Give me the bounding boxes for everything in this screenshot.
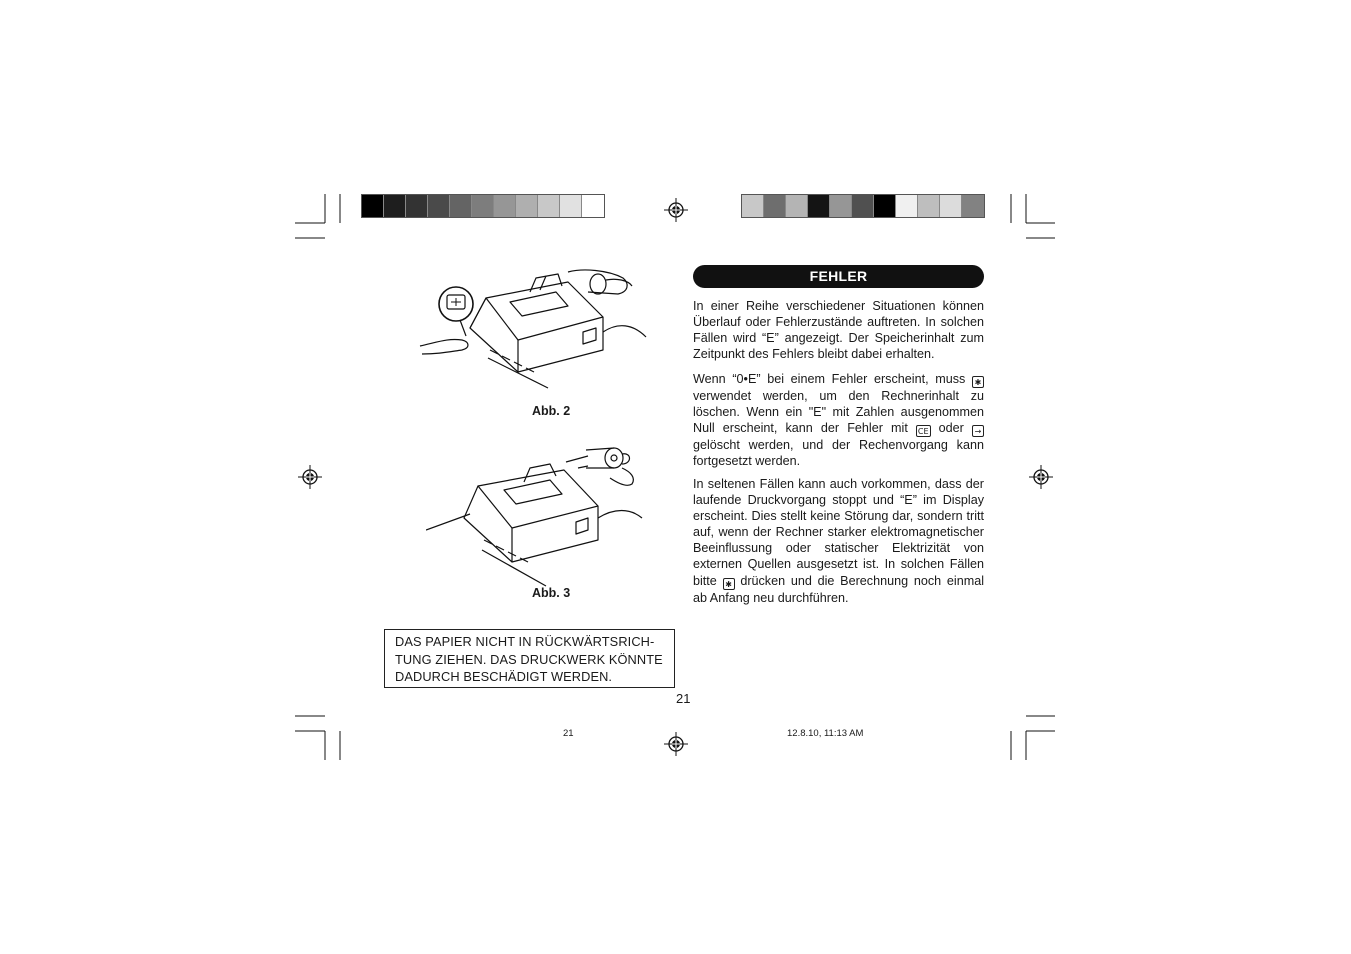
- color-swatch: [808, 195, 830, 217]
- paragraph-3-part-b: drücken und die Berechnung noch einmal ab Anfang neu durchführen.: [693, 573, 984, 605]
- color-swatch: [494, 195, 516, 217]
- figure-2-illustration: [418, 262, 658, 392]
- color-swatch: [538, 195, 560, 217]
- color-swatch: [918, 195, 940, 217]
- grayscale-bar-left: [361, 194, 605, 218]
- color-swatch: [406, 195, 428, 217]
- registration-target-right-icon: [1029, 465, 1053, 489]
- paragraph-2-part-c: oder: [938, 421, 964, 436]
- paragraph-2: [693, 371, 984, 469]
- color-swatch: [896, 195, 918, 217]
- figure-2-caption: Abb. 2: [532, 404, 571, 418]
- color-swatch: [384, 195, 406, 217]
- figure-3-illustration: [426, 442, 658, 588]
- color-swatch: [786, 195, 808, 217]
- clear-key-icon: ✱: [723, 578, 735, 590]
- registration-target-top-icon: [664, 198, 688, 222]
- color-swatch: [742, 195, 764, 217]
- color-swatch: [472, 195, 494, 217]
- paragraph-2-part-a: Wenn “0•E” bei einem Fehler erscheint, muss: [693, 372, 966, 386]
- color-swatch: [560, 195, 582, 217]
- color-swatch: [852, 195, 874, 217]
- registration-target-left-icon: [298, 465, 322, 489]
- color-swatch: [830, 195, 852, 217]
- color-swatch: [962, 195, 984, 217]
- footer-page-ref: 21: [563, 728, 574, 739]
- paragraph-2-part-b: verwendet werden, um den Rechnerinhalt zu löschen. Wenn ein "E" mit Zahlen ausgenommen Null erscheint, kann der Fehler mit: [693, 389, 984, 436]
- color-swatch: [450, 195, 472, 217]
- paragraph-3-part-a: In seltenen Fällen kann auch vorkommen, dass der laufende Druckvorgang stoppt und “E” im Display erscheint. Dies stellt keine Störung dar, sondern tritt auf, wenn der Rechner starker elektromagnetischer Beeinflussung oder statischer Elektrizität von externen Quellen ausgesetzt ist. In solchen Fällen bitte: [693, 477, 984, 588]
- figure-3-caption: Abb. 3: [532, 586, 571, 600]
- color-swatch: [428, 195, 450, 217]
- paragraph-3: [693, 476, 984, 606]
- color-swatch: [764, 195, 786, 217]
- section-heading: FEHLER: [693, 265, 984, 288]
- color-swatch: [874, 195, 896, 217]
- grayscale-bar-right: [741, 194, 985, 218]
- paragraph-1: In einer Reihe verschiedener Situationen können Überlauf oder Fehlerzustände auftreten. In solchen Fällen wird “E” angezeigt. Der Speicherinhalt zum Zeitpunkt des Fehlers bleibt dabei erhalten.: [693, 299, 984, 362]
- paragraph-2-part-d: gelöscht werden, und der Rechenvorgang kann fortgesetzt werden.: [693, 438, 984, 469]
- clear-key-icon: ✱: [972, 376, 984, 388]
- registration-target-bottom-icon: [664, 732, 688, 756]
- color-swatch: [362, 195, 384, 217]
- ce-key-icon: CE: [917, 427, 929, 437]
- warning-box: DAS PAPIER NICHT IN RÜCKWÄRTSRICH-TUNG ZIEHEN. DAS DRUCKWERK KÖNNTE DADURCH BESCHÄDIGT WERDEN.: [384, 629, 675, 688]
- color-swatch: [516, 195, 538, 217]
- footer-timestamp: 12.8.10, 11:13 AM: [787, 728, 864, 739]
- backspace-key-icon: →: [972, 425, 984, 437]
- color-swatch: [582, 195, 604, 217]
- page-number: 21: [676, 691, 691, 706]
- color-swatch: [940, 195, 962, 217]
